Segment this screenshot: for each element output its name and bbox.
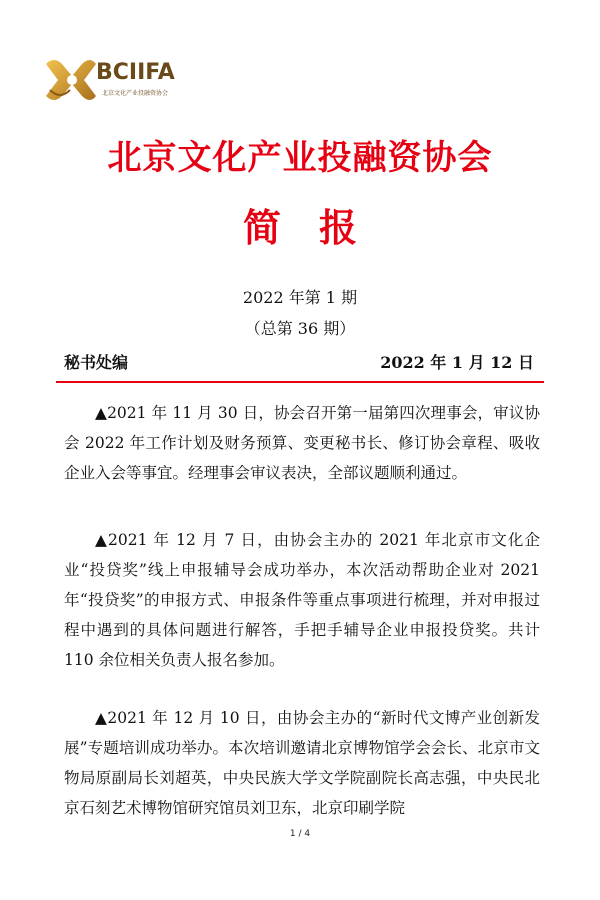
logo-subtext: 北京文化产业投融资协会 [102, 90, 169, 97]
department-label: 秘书处编 [64, 353, 129, 372]
total-issue-number: （总第 36 期） [244, 319, 356, 338]
publish-date: 2022 年 1 月 12 日 [380, 353, 534, 372]
news-paragraph: ▲2021 年 11 月 30 日，协会召开第一届第四次理事会，审议协会 2022 年工作计划及财务预算、变更秘书长、修订协会章程、吸收企业入会等事宜。经理事会审议表决，全部议题顺利通过。 [64, 404, 540, 482]
document-title: 北京文化产业投融资协会 [107, 138, 493, 178]
header-divider [56, 381, 544, 383]
news-paragraph: ▲2021 年 12 月 10 日，由协会主办的“新时代文博产业创新发展”专题培训成功举办。本次培训邀请北京博物馆学会会长、北京市文物局原副局长刘超英，中央民族大学文学院副院长高志强，中央民北京石刻艺术博物馆研究馆员刘卫东，北京印刷学院 [64, 709, 540, 817]
logo-wordmark: BCIIFA [96, 60, 175, 85]
bciifa-emblem-icon [40, 50, 100, 110]
page-number: 1 / 4 [289, 829, 311, 839]
issue-number: 2022 年第 1 期 [242, 288, 358, 307]
association-logo [40, 50, 190, 110]
news-paragraph: ▲2021 年 12 月 7 日，由协会主办的 2021 年北京市文化企业“投贷奖”线上申报辅导会成功举办，本次活动帮助企业对 2021 年“投贷奖”的申报方式、申报条件等重点事项进行梳理，并对申报过程中遇到的具体问题进行解答，手把手辅导企业申报投贷奖。共计 110 余位相关负责人报名参加。 [64, 531, 540, 669]
document-subtitle: 简报 [242, 205, 395, 250]
